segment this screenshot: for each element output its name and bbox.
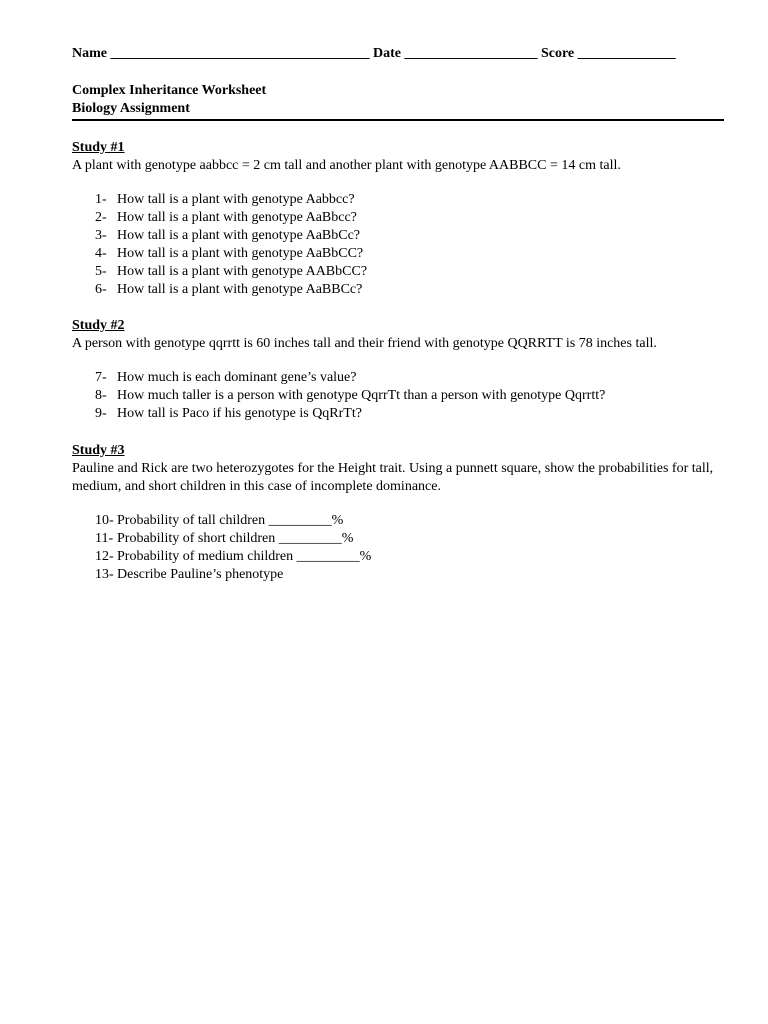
question-text: How tall is Paco if his genotype is QqRrTt? [117, 406, 362, 421]
question-text: How tall is a plant with genotype AaBbCC? [117, 246, 364, 261]
question-text: Describe Pauline’s phenotype [117, 567, 284, 582]
question-number: 13- [95, 567, 114, 582]
question-text: How much taller is a person with genotype QqrrTt than a person with genotype Qqrrtt? [117, 388, 606, 403]
study-2-intro: A person with genotype qqrrtt is 60 inches tall and their friend with genotype QQRRTT is 78 inches tall. [72, 336, 657, 351]
question-text: How tall is a plant with genotype AaBbCc? [117, 228, 361, 243]
question-item [95, 530, 724, 548]
study-3-intro: Pauline and Rick are two heterozygotes for the Height trait. Using a punnett square, show the probabilities for tall, medium, and short children in this case of incomplete dominance. [72, 461, 714, 494]
question-item [95, 548, 724, 566]
question-text: How much is each dominant gene’s value? [117, 370, 357, 385]
question-number: 6- [95, 282, 107, 297]
study-3-heading: Study #3 [72, 443, 125, 458]
study-1-question-list [95, 191, 724, 299]
name-date-score-line: Name _____________________________________ Date ___________________ Score ______________ [72, 46, 676, 61]
study-3-section [72, 442, 724, 584]
study-2-question-list [95, 369, 724, 423]
question-number: 8- [95, 388, 107, 403]
header-divider [72, 119, 724, 121]
question-number: 2- [95, 210, 107, 225]
question-text: How tall is a plant with genotype AaBbcc? [117, 210, 357, 225]
question-item [95, 387, 724, 405]
question-text: Probability of medium children _________% [117, 549, 372, 564]
question-item [95, 566, 724, 584]
question-number: 1- [95, 192, 107, 207]
title-block [72, 82, 266, 118]
question-item [95, 263, 724, 281]
question-number: 5- [95, 264, 107, 279]
question-number: 4- [95, 246, 107, 261]
question-number: 9- [95, 406, 107, 421]
question-item [95, 191, 724, 209]
assignment-subtitle: Biology Assignment [72, 101, 190, 116]
question-item [95, 281, 724, 299]
question-item [95, 245, 724, 263]
question-number: 3- [95, 228, 107, 243]
question-text: How tall is a plant with genotype Aabbcc? [117, 192, 355, 207]
question-item [95, 405, 724, 423]
study-3-question-list [95, 512, 724, 584]
study-1-section [72, 139, 724, 299]
question-text: Probability of tall children _________% [117, 513, 344, 528]
question-number: 10- [95, 513, 114, 528]
question-item [95, 512, 724, 530]
question-number: 7- [95, 370, 107, 385]
study-1-heading: Study #1 [72, 140, 125, 155]
question-item [95, 369, 724, 387]
question-number: 11- [95, 531, 114, 546]
question-item [95, 227, 724, 245]
study-1-intro: A plant with genotype aabbcc = 2 cm tall and another plant with genotype AABBCC = 14 cm tall. [72, 158, 621, 173]
question-text: Probability of short children _________% [117, 531, 354, 546]
worksheet-page [72, 0, 724, 1024]
study-2-section [72, 317, 724, 423]
worksheet-title: Complex Inheritance Worksheet [72, 83, 267, 98]
question-text: How tall is a plant with genotype AaBBCc? [117, 282, 363, 297]
question-text: How tall is a plant with genotype AABbCC? [117, 264, 368, 279]
study-2-heading: Study #2 [72, 318, 125, 333]
question-number: 12- [95, 549, 114, 564]
question-item [95, 209, 724, 227]
